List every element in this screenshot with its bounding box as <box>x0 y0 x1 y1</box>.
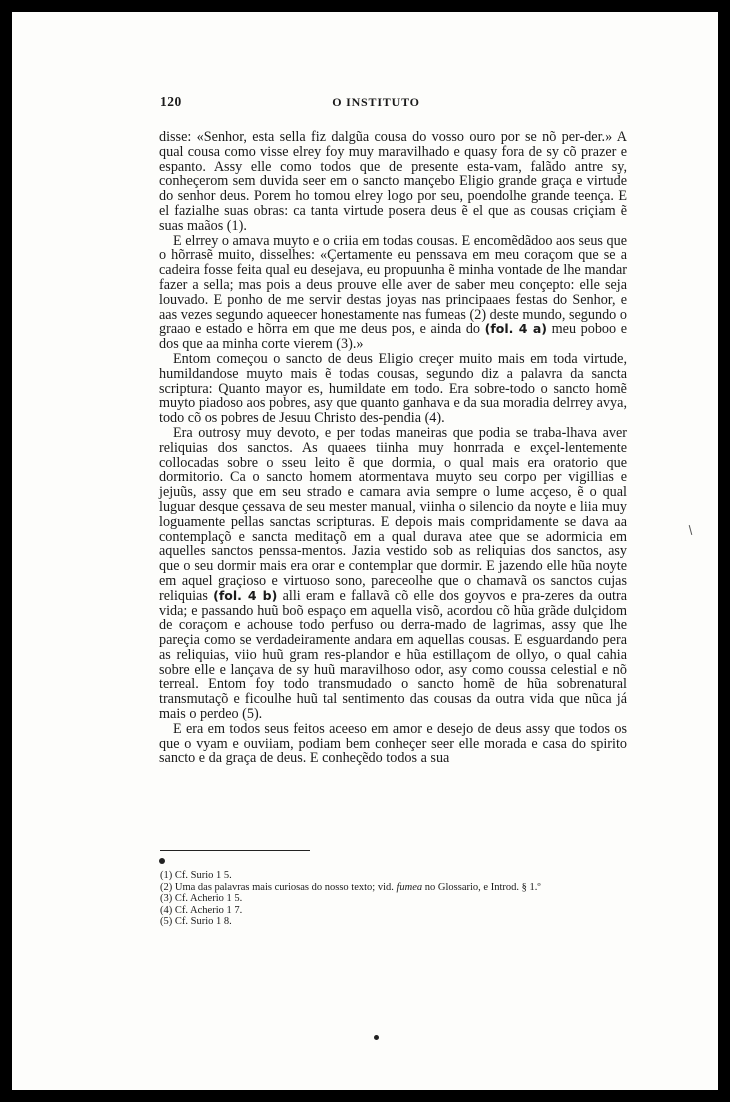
footnote <box>160 882 620 894</box>
paragraph: Entom começou o sancto de deus Eligio creçer muito mais em toda virtude, humildandose muyto mais ẽ todas cousas, segundo diz a palavra da sancta scriptura: Quanto mayor es, humildate em todo. Era sobre-todo o sancto homẽ muyto piadoso aos pobres, asy que quanto ganhava e da sua moradia delrrey avya, todo cõ os pobres de Jesuu Christo des-pendia (4). <box>159 350 627 427</box>
footnote-rule <box>160 850 310 851</box>
paragraph-text: meu poboo e dos que aa minha corte vierem (3).» <box>159 321 627 353</box>
paragraph: disse: «Senhor, esta sella fiz dalgũa cousa do vosso ouro por se nõ per-der.» A qual cousa como visse elrey foy muy maravilhado e quasy fora de sy cõ prazer e espanto. Assy elle como todos que de presente esta-vam, falãdo antre sy, conheçerom sem duvida seer em o sancto mançebo Eligio grande graça e virtude do senhor deus. Porem ho tomou elrey logo por seu, poendolhe grande teença. E el fazialhe suas obras: ca tanta virtude posera deus ẽ el que as cousas criçiam ẽ suas maãos (1). <box>159 129 627 234</box>
book-page <box>12 12 718 1090</box>
footnote-text: (2) Uma das palavras mais curiosas do nosso texto; vid. <box>160 881 397 893</box>
footnote: (3) Cf. Acherio 1 5. <box>160 893 243 905</box>
paragraph-text: Era outrosy muy devoto, e per todas maneiras que podia se traba-lhava aver reliquias dos sanctos. As quaees tiinha muy honrrada e exçel-lentemente collocadas sobre o sseu leito ẽ que dormia, o qual mais era oratorio que dormitorio. Ca o sancto homem atormentava muyto seu corpo per vigillias e jejuũs, assy que em seu strado e camara avia sempre o lume acçeso, ẽ o qual luguar desque çessava de seu mester manual, viinha o silencio da noyte e liia muy loguamente pellas sanctas scripturas. E depois mais compridamente se dava aa contemplaçõ e sancta meditaçõ em a qual durava atee que se adormicia em aquelles sanctos penssa-mentos. Jazia vestido sob as reliquias dos sanctos, asy que o seu dormir mais era orar e contemplar que dormir. E jazendo elle hũa noyte em aquel graçioso e virtuoso sono, pareceolhe que o chamavã os sanctos cujas reliquias <box>159 424 627 604</box>
paragraph <box>159 234 627 352</box>
paragraph-text: alli eram e fallavã cõ elle dos goyvos e pra-zeres da outra vida; e passando huũ boõ espaço em aquella visõ, acordou cõ hũa grãde dulçidom de coraçom e achouse todo perfuso ou derra-mado de lagrimas, assy que lhe pareçia como se verdadeiramente andara em aquellas cousas. E esguardando pera as reliquias, viio huũ gram res-plandor e hũa estillaçom de ollyo, o qual cahia sobre elle e lançava de sy huũ maravilhoso odor, asy como coussa celestial e nõ terreal. Entom foy todo transmudado o sancto homẽ de hũa sobrenatural transmutaçõ e ficoulhe huũ tal sentimento das cousas da outra vida que nũca já mais o perdeo (5). <box>159 587 628 723</box>
ink-dot <box>374 1035 379 1040</box>
folio-marker: (fol. 4 b) <box>213 587 278 603</box>
page-number: 120 <box>160 94 182 109</box>
folio-marker: (fol. 4 a) <box>484 321 548 337</box>
paragraph <box>159 426 627 722</box>
page-header <box>160 94 592 114</box>
paragraph-text: E elrrey o amava muyto e o criia em todas cousas. E encomẽdãdoo aos seus que o hõrrasẽ muito, disselhes: «Çertamente eu penssava em meu coraçom que se a cadeira fosse feita qual eu desejava, eu propuunha ẽ minha vontade de lhe mandar fazer a sella; mas pois a deus prouve elle aver de saber meu conçepto: elle seja louvado. E ponho de me servir destas joyas nas principaaes festas do Senhor, e aas vezes segundo aqueecer honestamente nas fumeas (2) deste mundo, segundo o graao e estado e hõrra em que me deus pos, e ainda do <box>159 232 627 338</box>
paragraph: E era em todos seus feitos aceeso em amor e desejo de deus assy que todos os que o vyam e ouviiam, podiam bem conheçer seer elle morada e casa do spirito sancto e da graça de deus. E conheçẽdo todos a sua <box>159 720 627 767</box>
footnote: (5) Cf. Surio 1 8. <box>160 916 232 928</box>
running-title: O INSTITUTO <box>332 95 420 109</box>
footnote-emphasis: fumea <box>396 881 423 893</box>
ink-blot <box>159 858 165 864</box>
footnote: (1) Cf. Surio 1 5. <box>160 870 232 881</box>
footnotes <box>160 870 620 928</box>
footnote-text: no Glossario, e Introd. § 1.º <box>422 881 541 893</box>
footnote: (4) Cf. Acherio 1 7. <box>160 904 243 916</box>
body-text <box>159 130 627 766</box>
scan-mark <box>689 525 693 535</box>
